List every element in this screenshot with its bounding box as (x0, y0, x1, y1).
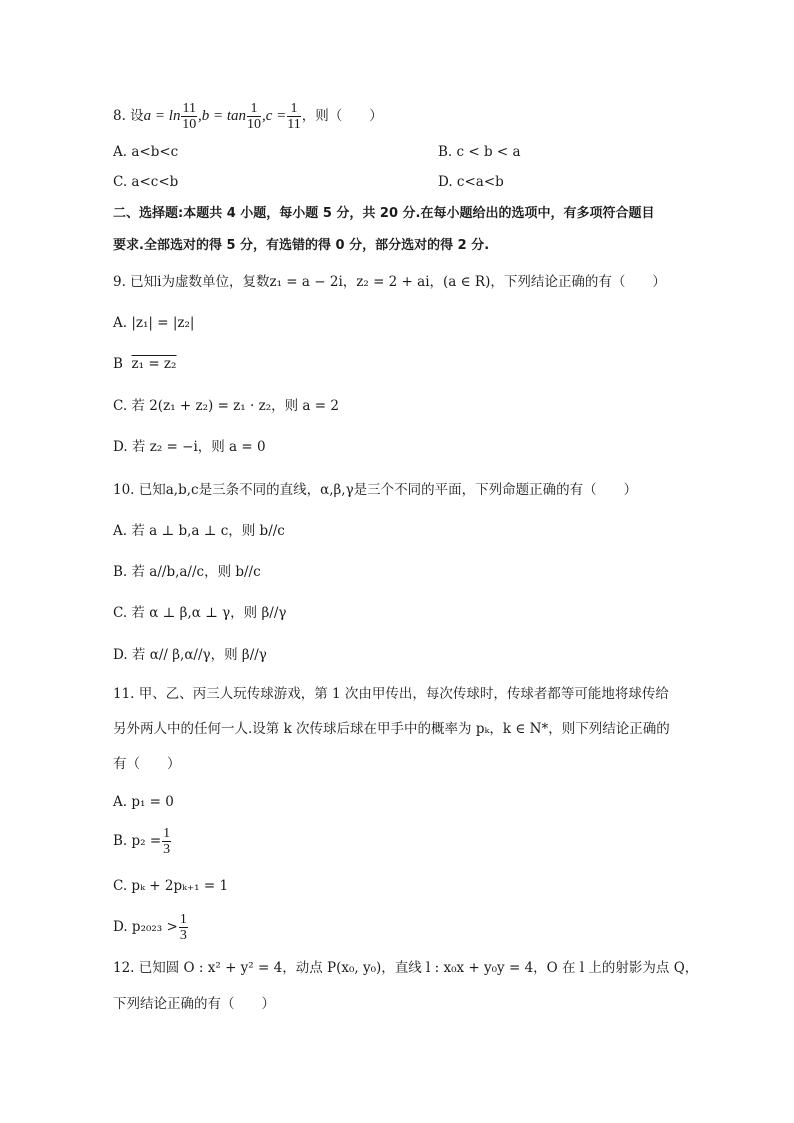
q10-stem: 10. 已知a,b,c是三条不同的直线，α,β,γ是三个不同的平面，下列命题正确的有（ ） (113, 482, 638, 498)
q10-option-b: B. 若 a//b,a//c，则 b//c (113, 564, 261, 580)
q8-option-c: C. a<c<b (113, 174, 179, 190)
q8-option-b: B. c < b < a (438, 144, 521, 160)
section-heading-line2: 要求.全部选对的得 5 分，有选错的得 0 分，部分选对的得 2 分. (113, 238, 490, 253)
q9-stem: 9. 已知i为虚数单位，复数z₁ = a − 2i，z₂ = 2 + ai，(a ∈ R)，下列结论正确的有（ ） (113, 274, 666, 290)
q11-option-a: A. p₁ = 0 (113, 794, 174, 810)
q10-option-d: D. 若 α// β,α//γ，则 β//γ (113, 647, 267, 663)
fraction: $\frac{1}{3}$ (179, 912, 187, 943)
q8-option-a: A. a<b<c (113, 144, 179, 160)
q11-option-c: C. pₖ + 2pₖ₊₁ = 1 (113, 878, 229, 894)
q8-stem: 8. 设a = ln $\frac{11}{10}$ ,b = tan $\frac{1}{10}$ ,c = $\frac{1}{11}$ ，则（ ） (113, 101, 383, 132)
fraction: $\frac{1}{3}$ (163, 826, 171, 857)
q10-option-c: C. 若 α ⊥ β,α ⊥ γ，则 β//γ (113, 605, 287, 621)
q11-option-d: D. p₂₀₂₃ > $\frac{1}{3}$ (113, 912, 187, 943)
q9-option-c: C. 若 2(z₁ + z₂) = z₁ · z₂，则 a = 2 (113, 398, 339, 414)
fraction: $\frac{1}{11}$ (287, 101, 301, 132)
q8-option-d: D. c<a<b (438, 174, 504, 190)
fraction: $\frac{1}{10}$ (247, 101, 261, 132)
q11-stem-line3: 有（ ） (113, 756, 181, 772)
q12-stem-line1: 12. 已知圆 O : x² + y² = 4，动点 P(x₀, y₀)，直线 l : x₀x + y₀y = 4，O 在 l 上的射影为点 Q， (113, 960, 699, 976)
q9-option-d: D. 若 z₂ = −i，则 a = 0 (113, 439, 266, 455)
q10-option-a: A. 若 a ⊥ b,a ⊥ c，则 b//c (113, 523, 285, 539)
q11-option-b: B. p₂ = $\frac{1}{3}$ (113, 826, 171, 857)
section-heading-line1: 二、选择题:本题共 4 小题，每小题 5 分，共 20 分.在每小题给出的选项中，有多项符合题目 (113, 206, 655, 221)
q12-stem-line2: 下列结论正确的有（ ） (113, 996, 275, 1012)
fraction: $\frac{11}{10}$ (182, 101, 197, 132)
q11-stem-line1: 11. 甲、乙、丙三人玩传球游戏，第 1 次由甲传出，每次传球时，传球者都等可能地将球传给 (113, 686, 669, 702)
q11-stem-line2: 另外两人中的任何一人.设第 k 次传球后球在甲手中的概率为 pₖ，k ∈ N*，则下列结论正确的 (113, 721, 670, 737)
q9-option-b: B z₁ = z₂ (113, 356, 177, 372)
q9-option-a: A. |z₁| = |z₂| (113, 315, 195, 331)
